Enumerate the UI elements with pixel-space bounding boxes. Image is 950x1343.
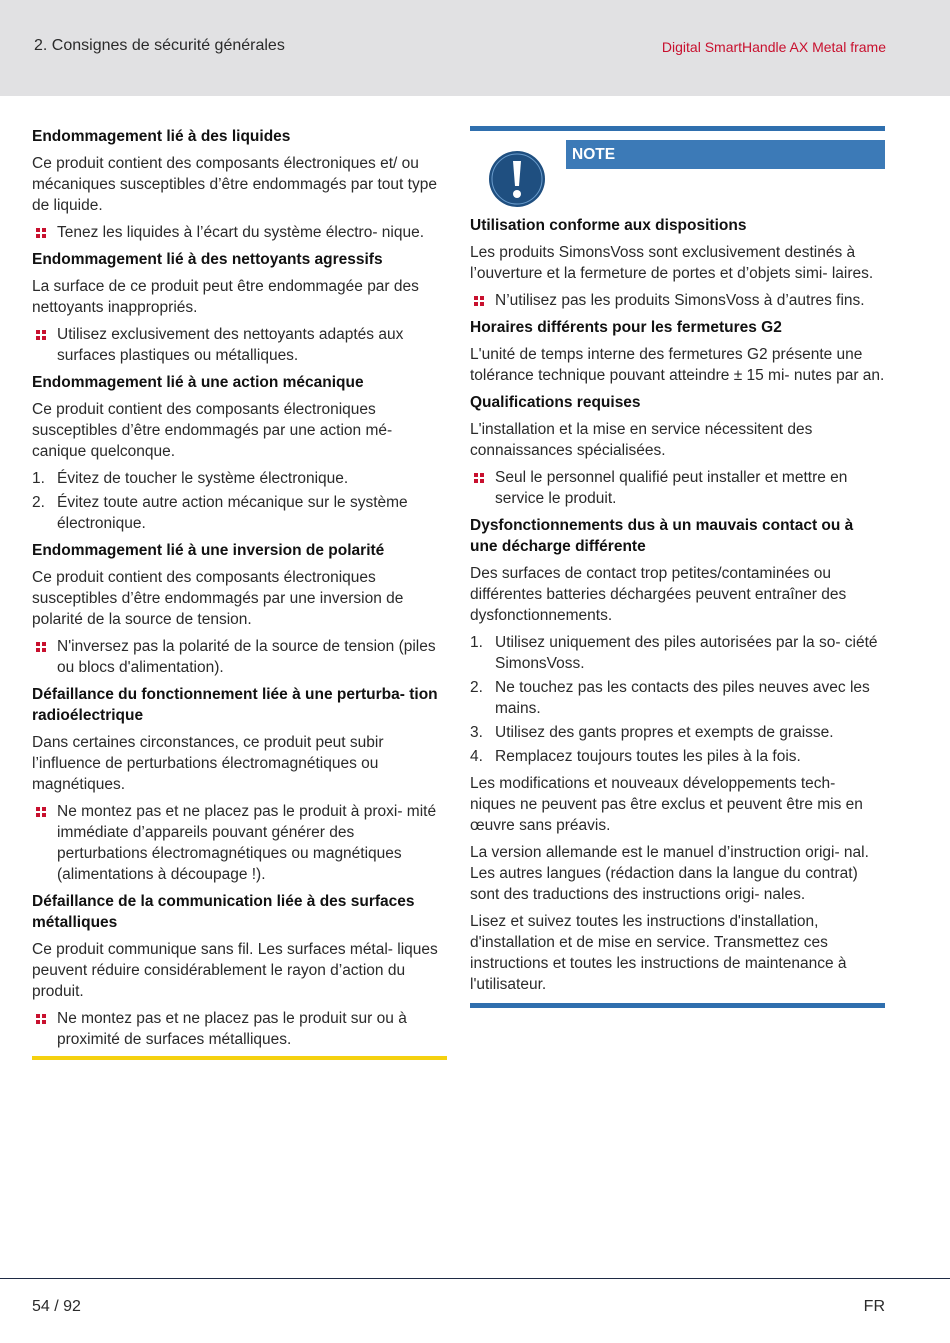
list-item: Ne montez pas et ne placez pas le produit sur ou à proximité de surfaces métalliques. — [32, 1008, 447, 1050]
list-item: 1. Utilisez uniquement des piles autorisées par la so- ciété SimonsVoss. — [470, 634, 878, 672]
section-heading: Endommagement lié à des liquides — [32, 128, 291, 145]
list-item: N'inversez pas la polarité de la source de tension (piles ou blocs d'alimentation). — [32, 636, 447, 678]
numbered-list — [470, 632, 885, 767]
note-box — [470, 126, 885, 1008]
bullet-list — [32, 1008, 447, 1050]
section-heading: Qualifications requises — [470, 394, 641, 411]
bullet-list — [470, 467, 885, 509]
footer-divider — [0, 1278, 950, 1279]
list-item: 2. Ne touchez pas les contacts des piles neuves avec les mains. — [470, 679, 870, 717]
section-text: Ce produit contient des composants électroniques susceptibles d’être endommagés par une inversion de polarité de la source de tension. — [32, 569, 404, 628]
section-heading: Endommagement lié à une inversion de polarité — [32, 542, 385, 559]
bullet-icon — [36, 1014, 46, 1024]
bullet-icon — [474, 473, 484, 483]
section-heading: Utilisation conforme aux dispositions — [470, 217, 747, 234]
bullet-icon — [36, 642, 46, 652]
list-item: Seul le personnel qualifié peut installer et mettre en service le produit. — [470, 467, 885, 509]
bullet-list — [470, 290, 885, 311]
closing-paragraph: La version allemande est le manuel d’instruction origi- nal. Les autres langues (rédaction dans la langue du contrat) sont des traductions des instructions origi- nales. — [470, 844, 869, 903]
page-number: 54 / 92 — [32, 1298, 81, 1315]
section-text: Dans certaines circonstances, ce produit peut subir l’influence de perturbations électromagnétiques ou magnétiques. — [32, 734, 384, 793]
bullet-list — [32, 636, 447, 678]
bullet-icon — [36, 807, 46, 817]
list-item: 4. Remplacez toujours toutes les piles à la fois. — [470, 748, 801, 765]
section-text: Ce produit contient des composants électroniques et/ ou mécaniques susceptibles d’être endommagés par tout type de liquide. — [32, 155, 437, 214]
section-text: La surface de ce produit peut être endommagée par des nettoyants inappropriés. — [32, 278, 419, 316]
note-bottom-rule — [470, 1003, 885, 1008]
list-item: Utilisez exclusivement des nettoyants adaptés aux surfaces plastiques ou métalliques. — [32, 324, 447, 366]
bullet-list — [32, 801, 447, 885]
closing-paragraph: Lisez et suivez toutes les instructions d'installation, d'installation et de mise en service. Transmettez ces instructions et toutes les instructions de maintenance à l'utilisateur. — [470, 913, 847, 993]
section-text: Des surfaces de contact trop petites/contaminées ou différentes batteries déchargées peuvent entraîner des dysfonctionnements. — [470, 565, 847, 624]
bullet-icon — [474, 296, 484, 306]
numbered-list — [32, 468, 447, 534]
section-heading: Endommagement lié à des nettoyants agressifs — [32, 251, 383, 268]
section-heading: Endommagement lié à une action mécanique — [32, 374, 364, 391]
bullet-list — [32, 324, 447, 366]
note-label: NOTE — [566, 140, 885, 169]
section-text: L'installation et la mise en service nécessitent des connaissances spécialisées. — [470, 421, 813, 459]
section-text: Ce produit contient des composants électroniques susceptibles d’être endommagés par une action mé- canique quelconque. — [32, 401, 393, 460]
left-column — [32, 126, 447, 1060]
list-item: Tenez les liquides à l’écart du système électro- nique. — [32, 222, 447, 243]
product-name: Digital SmartHandle AX Metal frame — [661, 39, 886, 55]
bullet-icon — [36, 330, 46, 340]
section-text: Ce produit communique sans fil. Les surfaces métal- liques peuvent réduire considérablement le rayon d’action du produit. — [32, 941, 438, 1000]
section-heading: Horaires différents pour les fermetures G2 — [470, 319, 782, 336]
yellow-divider — [32, 1056, 447, 1060]
section-title: 2. Consignes de sécurité générales — [34, 37, 285, 54]
list-item: 2. Évitez toute autre action mécanique sur le système électronique. — [32, 494, 408, 532]
section-heading: Dysfonctionnements dus à un mauvais contact ou à une décharge différente — [470, 517, 854, 555]
closing-paragraph: Les modifications et nouveaux développements tech- niques ne peuvent pas être exclus et peuvent être mis en œuvre sans préavis. — [470, 775, 863, 834]
exclamation-icon — [488, 150, 546, 208]
section-heading: Défaillance du fonctionnement liée à une perturba- tion radioélectrique — [32, 686, 438, 724]
section-text: L'unité de temps interne des fermetures G2 présente une tolérance technique pouvant atteindre ± 15 mi- nutes par an. — [470, 346, 885, 384]
bullet-icon — [36, 228, 46, 238]
section-heading: Défaillance de la communication liée à des surfaces métalliques — [32, 893, 415, 931]
list-item: N’utilisez pas les produits SimonsVoss à d’autres fins. — [470, 290, 885, 311]
page-header — [0, 0, 950, 96]
list-item: 3. Utilisez des gants propres et exempts de graisse. — [470, 724, 834, 741]
note-header — [470, 131, 885, 215]
bullet-list — [32, 222, 447, 243]
list-item: 1. Évitez de toucher le système électronique. — [32, 470, 349, 487]
list-item: Ne montez pas et ne placez pas le produit à proxi- mité immédiate d’appareils pouvant générer des perturbations électromagnétiques ou magnétiques (alimentations à découpage !). — [32, 801, 447, 885]
section-text: Les produits SimonsVoss sont exclusivement destinés à l’ouverture et la fermeture de portes et d’objets simi- laires. — [470, 244, 874, 282]
language-code: FR — [863, 1298, 885, 1315]
